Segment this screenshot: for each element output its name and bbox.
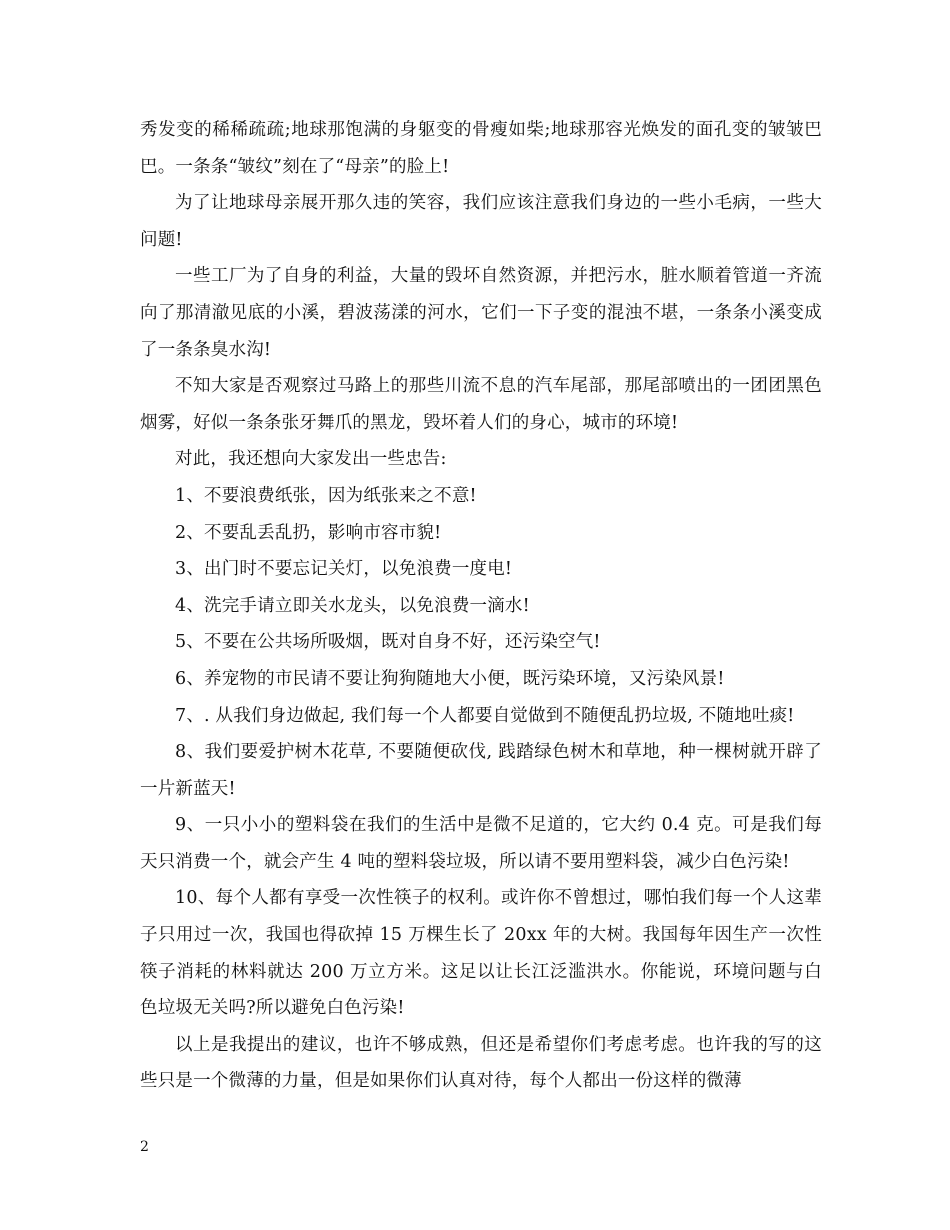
paragraph: 不知大家是否观察过马路上的那些川流不息的汽车尾部，那尾部喷出的一团团黑色烟雾，好似一条条张牙舞爪的黑龙，毁坏着人们的身心，城市的环境!: [140, 376, 822, 433]
list-item: 10、每个人都有享受一次性筷子的权利。或许你不曾想过，哪怕我们每一个人这辈子只用过一次，我国也得砍掉 15 万棵生长了 20xx 年的大树。我国每年因生产一次性筷子消耗的林料就达 200 万立方米。这足以让长江泛滥洪水。你能说，环境问题与白色垃圾无关吗?所以避免白色污染!: [140, 888, 822, 1019]
list-item: 1、不要浪费纸张，因为纸张来之不意!: [175, 485, 477, 506]
paragraph: 为了让地球母亲展开那久违的笑容，我们应该注意我们身边的一些小毛病，一些大问题!: [140, 193, 822, 250]
list-item: 7、. 从我们身边做起, 我们每一个人都要自觉做到不随便乱扔垃圾, 不随地吐痰!: [175, 705, 795, 726]
paragraph: 秀发变的稀稀疏疏;地球那饱满的身躯变的骨瘦如柴;地球那容光焕发的面孔变的皱皱巴巴。一条条“皱纹”刻在了“母亲”的脸上!: [140, 120, 822, 177]
document-body: [140, 112, 822, 1100]
paragraph: 一些工厂为了自身的利益，大量的毁坏自然资源，并把污水，脏水顺着管道一齐流向了那清澈见底的小溪，碧波荡漾的河水，它们一下子变的混浊不堪，一条条小溪变成了一条条臭水沟!: [140, 266, 822, 360]
list-item: 9、一只小小的塑料袋在我们的生活中是微不足道的，它大约 0.4 克。可是我们每天只消费一个，就会产生 4 吨的塑料袋垃圾，所以请不要用塑料袋，减少白色污染!: [140, 815, 822, 872]
page-number: 2: [140, 1139, 149, 1155]
list-item: 4、洗完手请立即关水龙头，以免浪费一滴水!: [175, 595, 530, 616]
paragraph: 以上是我提出的建议，也许不够成熟，但还是希望你们考虑考虑。也许我的写的这些只是一个微薄的力量，但是如果你们认真对待，每个人都出一份这样的微薄: [140, 1034, 822, 1092]
list-item: 2、不要乱丢乱扔，影响市容市貌!: [175, 522, 442, 543]
list-item: 6、养宠物的市民请不要让狗狗随地大小便，既污染环境，又污染风景!: [175, 668, 725, 689]
list-item: 5、不要在公共场所吸烟，既对自身不好，还污染空气!: [175, 632, 601, 653]
list-item: 8、我们要爱护树木花草, 不要随便砍伐, 践踏绿色树木和草地，种一棵树就开辟了一片新蓝天!: [140, 742, 822, 799]
list-item: 3、出门时不要忘记关灯，以免浪费一度电!: [175, 559, 513, 580]
paragraph: 对此，我还想向大家发出一些忠告:: [175, 449, 447, 470]
